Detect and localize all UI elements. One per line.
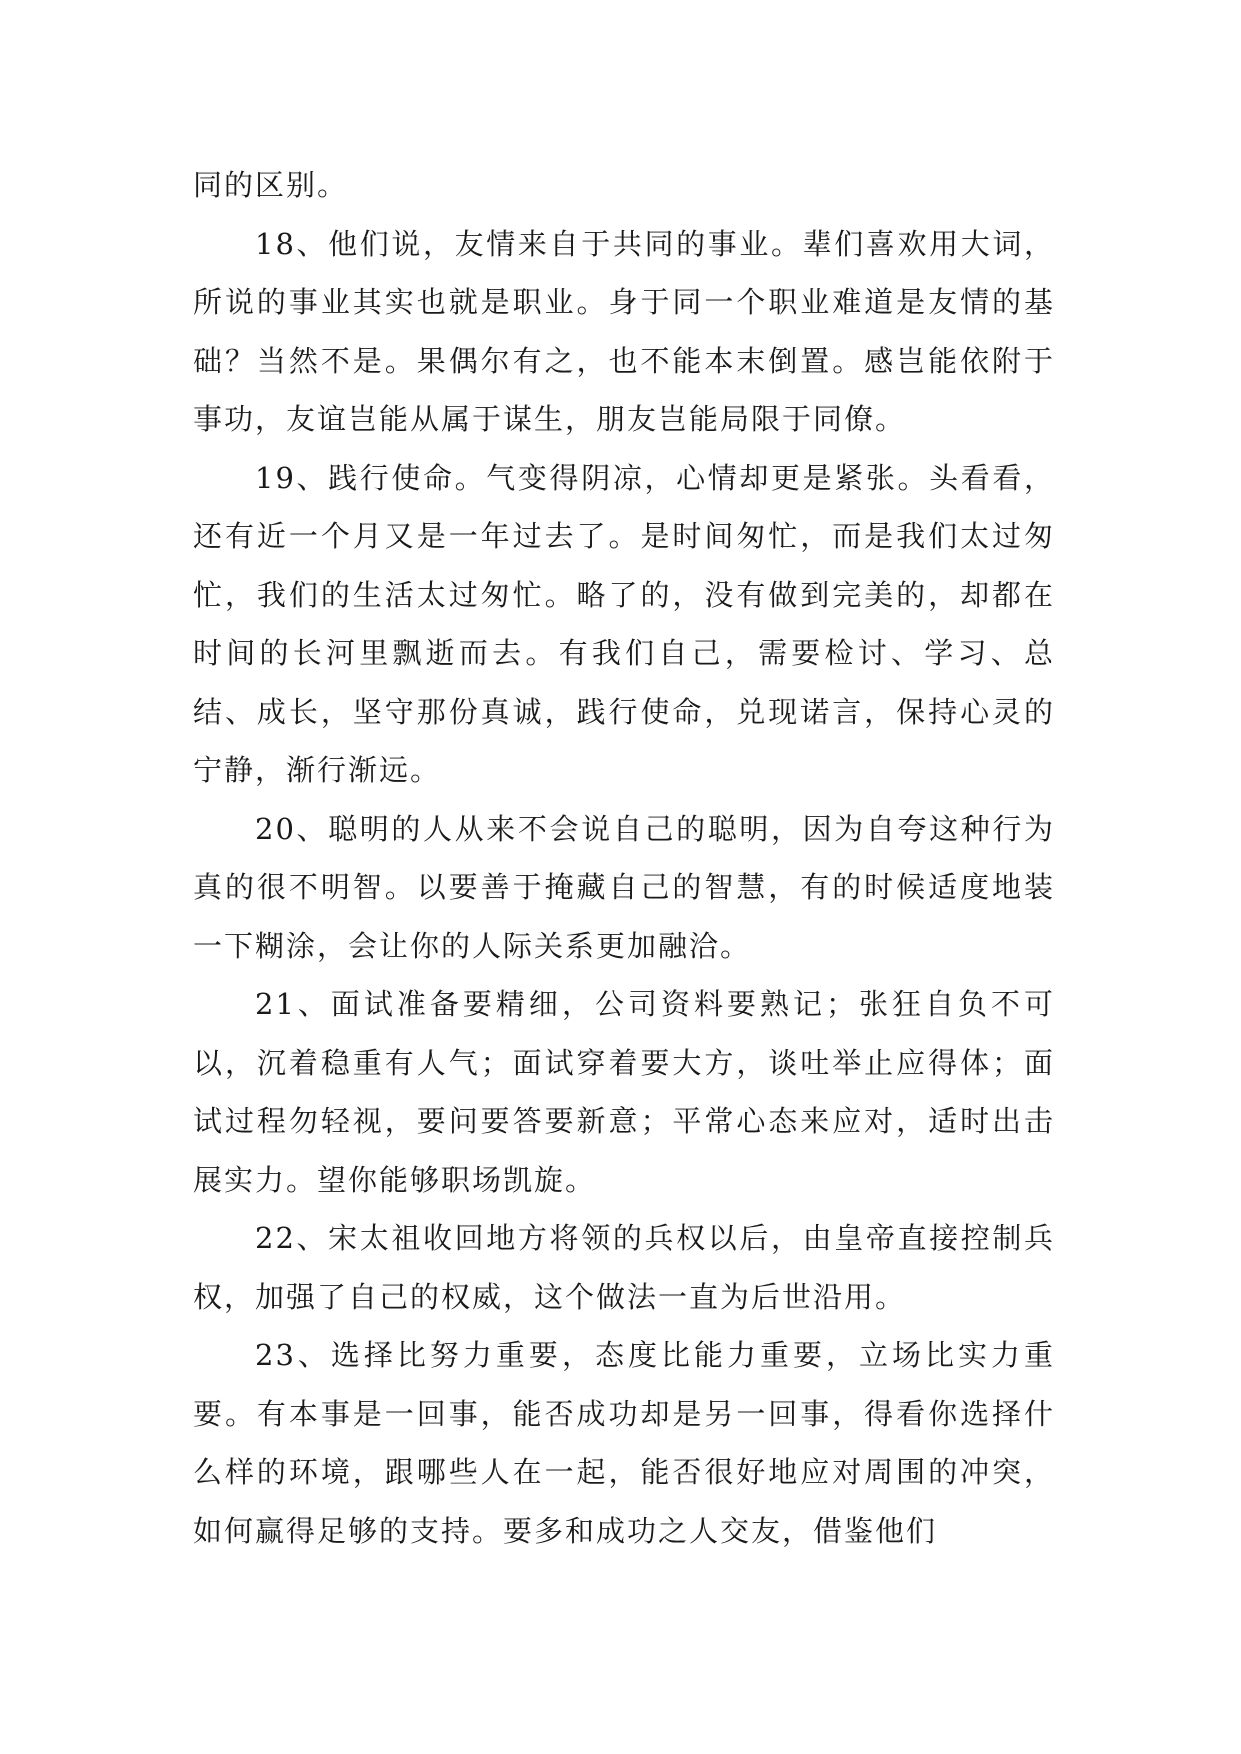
paragraph-22: 22、宋太祖收回地方将领的兵权以后，由皇帝直接控制兵权，加强了自己的权威，这个做法一直为后世沿用。	[193, 1221, 1055, 1314]
paragraph-19: 19、践行使命。气变得阴凉，心情却更是紧张。头看看，还有近一个月又是一年过去了。是时间匆忙，而是我们太过匆忙，我们的生活太过匆忙。略了的，没有做到完美的，却都在时间的长河里飘逝而去。有我们自己，需要检讨、学习、总结、成长，坚守那份真诚，践行使命，兑现诺言，保持心灵的宁静，渐行渐远。	[193, 460, 1055, 787]
paragraph-23: 23、选择比努力重要，态度比能力重要，立场比实力重要。有本事是一回事，能否成功却是另一回事，得看你选择什么样的环境，跟哪些人在一起，能否很好地应对周围的冲突，如何赢得足够的支持。要多和成功之人交友，借鉴他们	[193, 1338, 1055, 1548]
paragraph-17-tail: 同的区别。	[193, 168, 349, 202]
paragraph-20: 20、聪明的人从来不会说自己的聪明，因为自夸这种行为真的很不明智。以要善于掩藏自己的智慧，有的时候适度地装一下糊涂，会让你的人际关系更加融洽。	[193, 811, 1055, 963]
paragraph-18: 18、他们说，友情来自于共同的事业。辈们喜欢用大词，所说的事业其实也就是职业。身于同一个职业难道是友情的基础？当然不是。果偶尔有之，也不能本末倒置。感岂能依附于事功，友谊岂能从属于谋生，朋友岂能局限于同僚。	[193, 226, 1055, 436]
paragraph-21: 21、面试准备要精细，公司资料要熟记；张狂自负不可以，沉着稳重有人气；面试穿着要大方，谈吐举止应得体；面试过程勿轻视，要问要答要新意；平常心态来应对，适时出击展实力。望你能够职场凯旋。	[193, 987, 1055, 1197]
document-body	[193, 156, 1055, 1560]
